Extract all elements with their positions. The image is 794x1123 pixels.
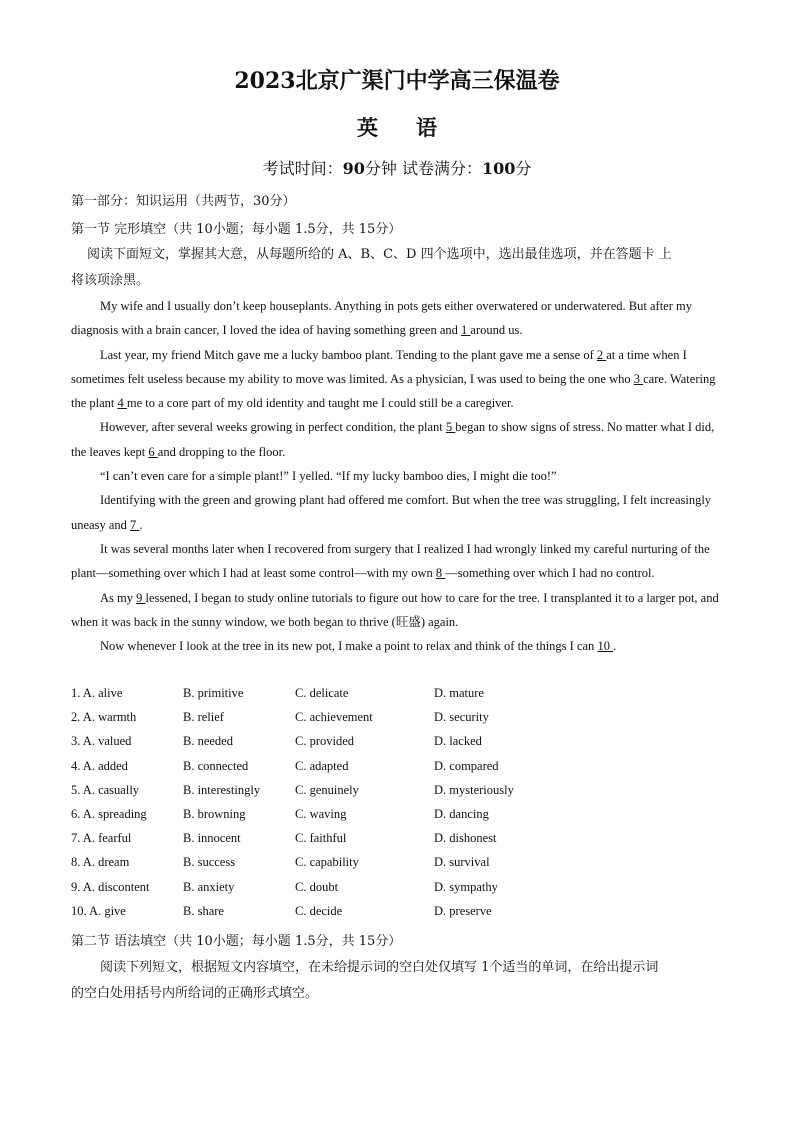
section1-instruction	[71, 242, 721, 294]
exam-time: 90	[342, 159, 365, 178]
option-b: B. interestingly	[183, 782, 261, 797]
instruction-line-2: 的空白处用括号内所给词的正确形式填空。	[71, 986, 319, 1001]
option-d: D. dishonest	[434, 831, 497, 846]
blank-3: 3	[633, 371, 644, 386]
option-a: 7. A. fearful	[71, 831, 132, 846]
option-d: D. preserve	[434, 903, 492, 918]
part1-heading: 第一部分：知识运用（共两节，30分）	[71, 194, 296, 209]
option-b: B. primitive	[183, 686, 244, 700]
option-b: B. share	[183, 903, 224, 918]
option-d: D. mature	[434, 686, 484, 700]
option-c: C. decide	[295, 903, 343, 918]
option-a: 2. A. warmth	[71, 710, 137, 725]
option-b: B. connected	[183, 758, 249, 773]
instruction-line-1: 阅读下面短文，掌握其大意，从每题所给的 A、B、C、D 四个选项中，选出最佳选项，并在答题卡 上	[87, 247, 672, 262]
option-b: B. browning	[183, 806, 246, 821]
blank-7: 7	[130, 517, 140, 532]
option-a: 9. A. discontent	[71, 879, 150, 894]
instruction-line-2: 将该项涂黑。	[71, 273, 150, 288]
section1-heading: 第一节 完形填空（共 10小题；每小题 1.5分，共 15分）	[71, 222, 402, 237]
option-c: C. adapted	[295, 758, 349, 773]
option-b: B. needed	[183, 734, 233, 749]
option-b: B. anxiety	[183, 879, 235, 894]
blank-2: 2	[596, 347, 607, 362]
option-c: C. faithful	[295, 831, 347, 846]
option-c: C. waving	[295, 806, 347, 821]
blank-8: 8	[435, 566, 446, 581]
option-c: C. doubt	[295, 879, 339, 894]
cloze-passage	[71, 294, 723, 658]
option-c: C. achievement	[295, 710, 373, 725]
option-c: C. delicate	[295, 686, 349, 700]
subject-title: 英语	[357, 115, 475, 140]
option-a: 4. A. added	[71, 758, 128, 773]
passage-paragraph: Now whenever I look at the tree in its new pot, I make a point to relax and think of the things I can 10 .	[100, 639, 617, 654]
passage-paragraph: As my 9 lessened, I began to study online tutorials to figure out how to care for the tree. I transplanted it to a larger pot, and when it was back in the sunny window, we both began to thrive (旺盛) again.	[71, 590, 719, 629]
option-b: B. relief	[183, 710, 224, 725]
instruction-line-1: 阅读下列短文，根据短文内容填空，在未给提示词的空白处仅填写 1个适当的单词，在给出提示词	[100, 960, 659, 975]
option-d: D. sympathy	[434, 879, 498, 894]
section2-instruction	[71, 955, 721, 1007]
passage-paragraph: Last year, my friend Mitch gave me a lucky bamboo plant. Tending to the plant gave me a sense of 2 at a time when I sometimes felt useless because my ability to move was limited. As a physician, I was used to being the one who 3 care. Watering the plant 4 me to a core part of my old identity and taught me I could still be a caregiver.	[71, 347, 716, 411]
option-a: 8. A. dream	[71, 855, 130, 870]
passage-paragraph: Identifying with the green and growing plant had offered me comfort. But when the tree was struggling, I felt increasingly uneasy and 7 .	[71, 493, 712, 532]
option-d: D. survival	[434, 855, 490, 870]
option-d: D. dancing	[434, 806, 489, 821]
option-a: 1. A. alive	[71, 686, 123, 700]
option-d: D. lacked	[434, 734, 482, 749]
exam-info-prefix: 考试时间：	[262, 159, 343, 178]
blank-4: 4	[117, 396, 127, 411]
passage-paragraph: “I can’t even care for a simple plant!” I yelled. “If my lucky bamboo dies, I might die too!”	[100, 469, 557, 484]
option-b: B. innocent	[183, 831, 241, 846]
option-d: D. compared	[434, 758, 499, 773]
option-a: 6. A. spreading	[71, 806, 147, 821]
option-d: D. security	[434, 710, 489, 725]
section2-heading: 第二节 语法填空（共 10小题；每小题 1.5分，共 15分）	[71, 934, 402, 949]
option-c: C. capability	[295, 855, 359, 870]
option-c: C. provided	[295, 734, 355, 749]
blank-9: 9	[136, 590, 146, 605]
option-d: D. mysteriously	[434, 782, 514, 797]
exam-info-suffix: 分	[515, 159, 532, 178]
option-c: C. genuinely	[295, 782, 359, 797]
passage-paragraph: However, after several weeks growing in perfect condition, the plant 5 began to show signs of stress. No matter what I did, the leaves kept 6 and dropping to the floor.	[71, 420, 715, 459]
full-score: 100	[481, 159, 516, 178]
option-a: 10. A. give	[71, 903, 126, 918]
passage-paragraph: It was several months later when I recovered from surgery that I realized I had wrongly linked my careful nurturing of the plant—something over which I had at least some control—with my own 8 —something over which I had no control.	[71, 541, 710, 581]
blank-6: 6	[148, 444, 158, 459]
blank-10: 10	[597, 639, 614, 654]
exam-info-mid: 分钟 试卷满分：	[364, 159, 482, 178]
option-a: 3. A. valued	[71, 734, 132, 749]
exam-info	[0, 156, 794, 179]
option-b: B. success	[183, 855, 236, 870]
option-a: 5. A. casually	[71, 782, 140, 797]
blank-5: 5	[445, 420, 456, 435]
exam-title: 2023北京广渠门中学高三保温卷	[234, 68, 560, 94]
blank-1: 1	[461, 323, 471, 338]
passage-paragraph: My wife and I usually don’t keep houseplants. Anything in pots gets either overwatered or underwatered. But after my diagnosis with a brain cancer, I loved the idea of having something green and 1 around us.	[71, 299, 692, 338]
